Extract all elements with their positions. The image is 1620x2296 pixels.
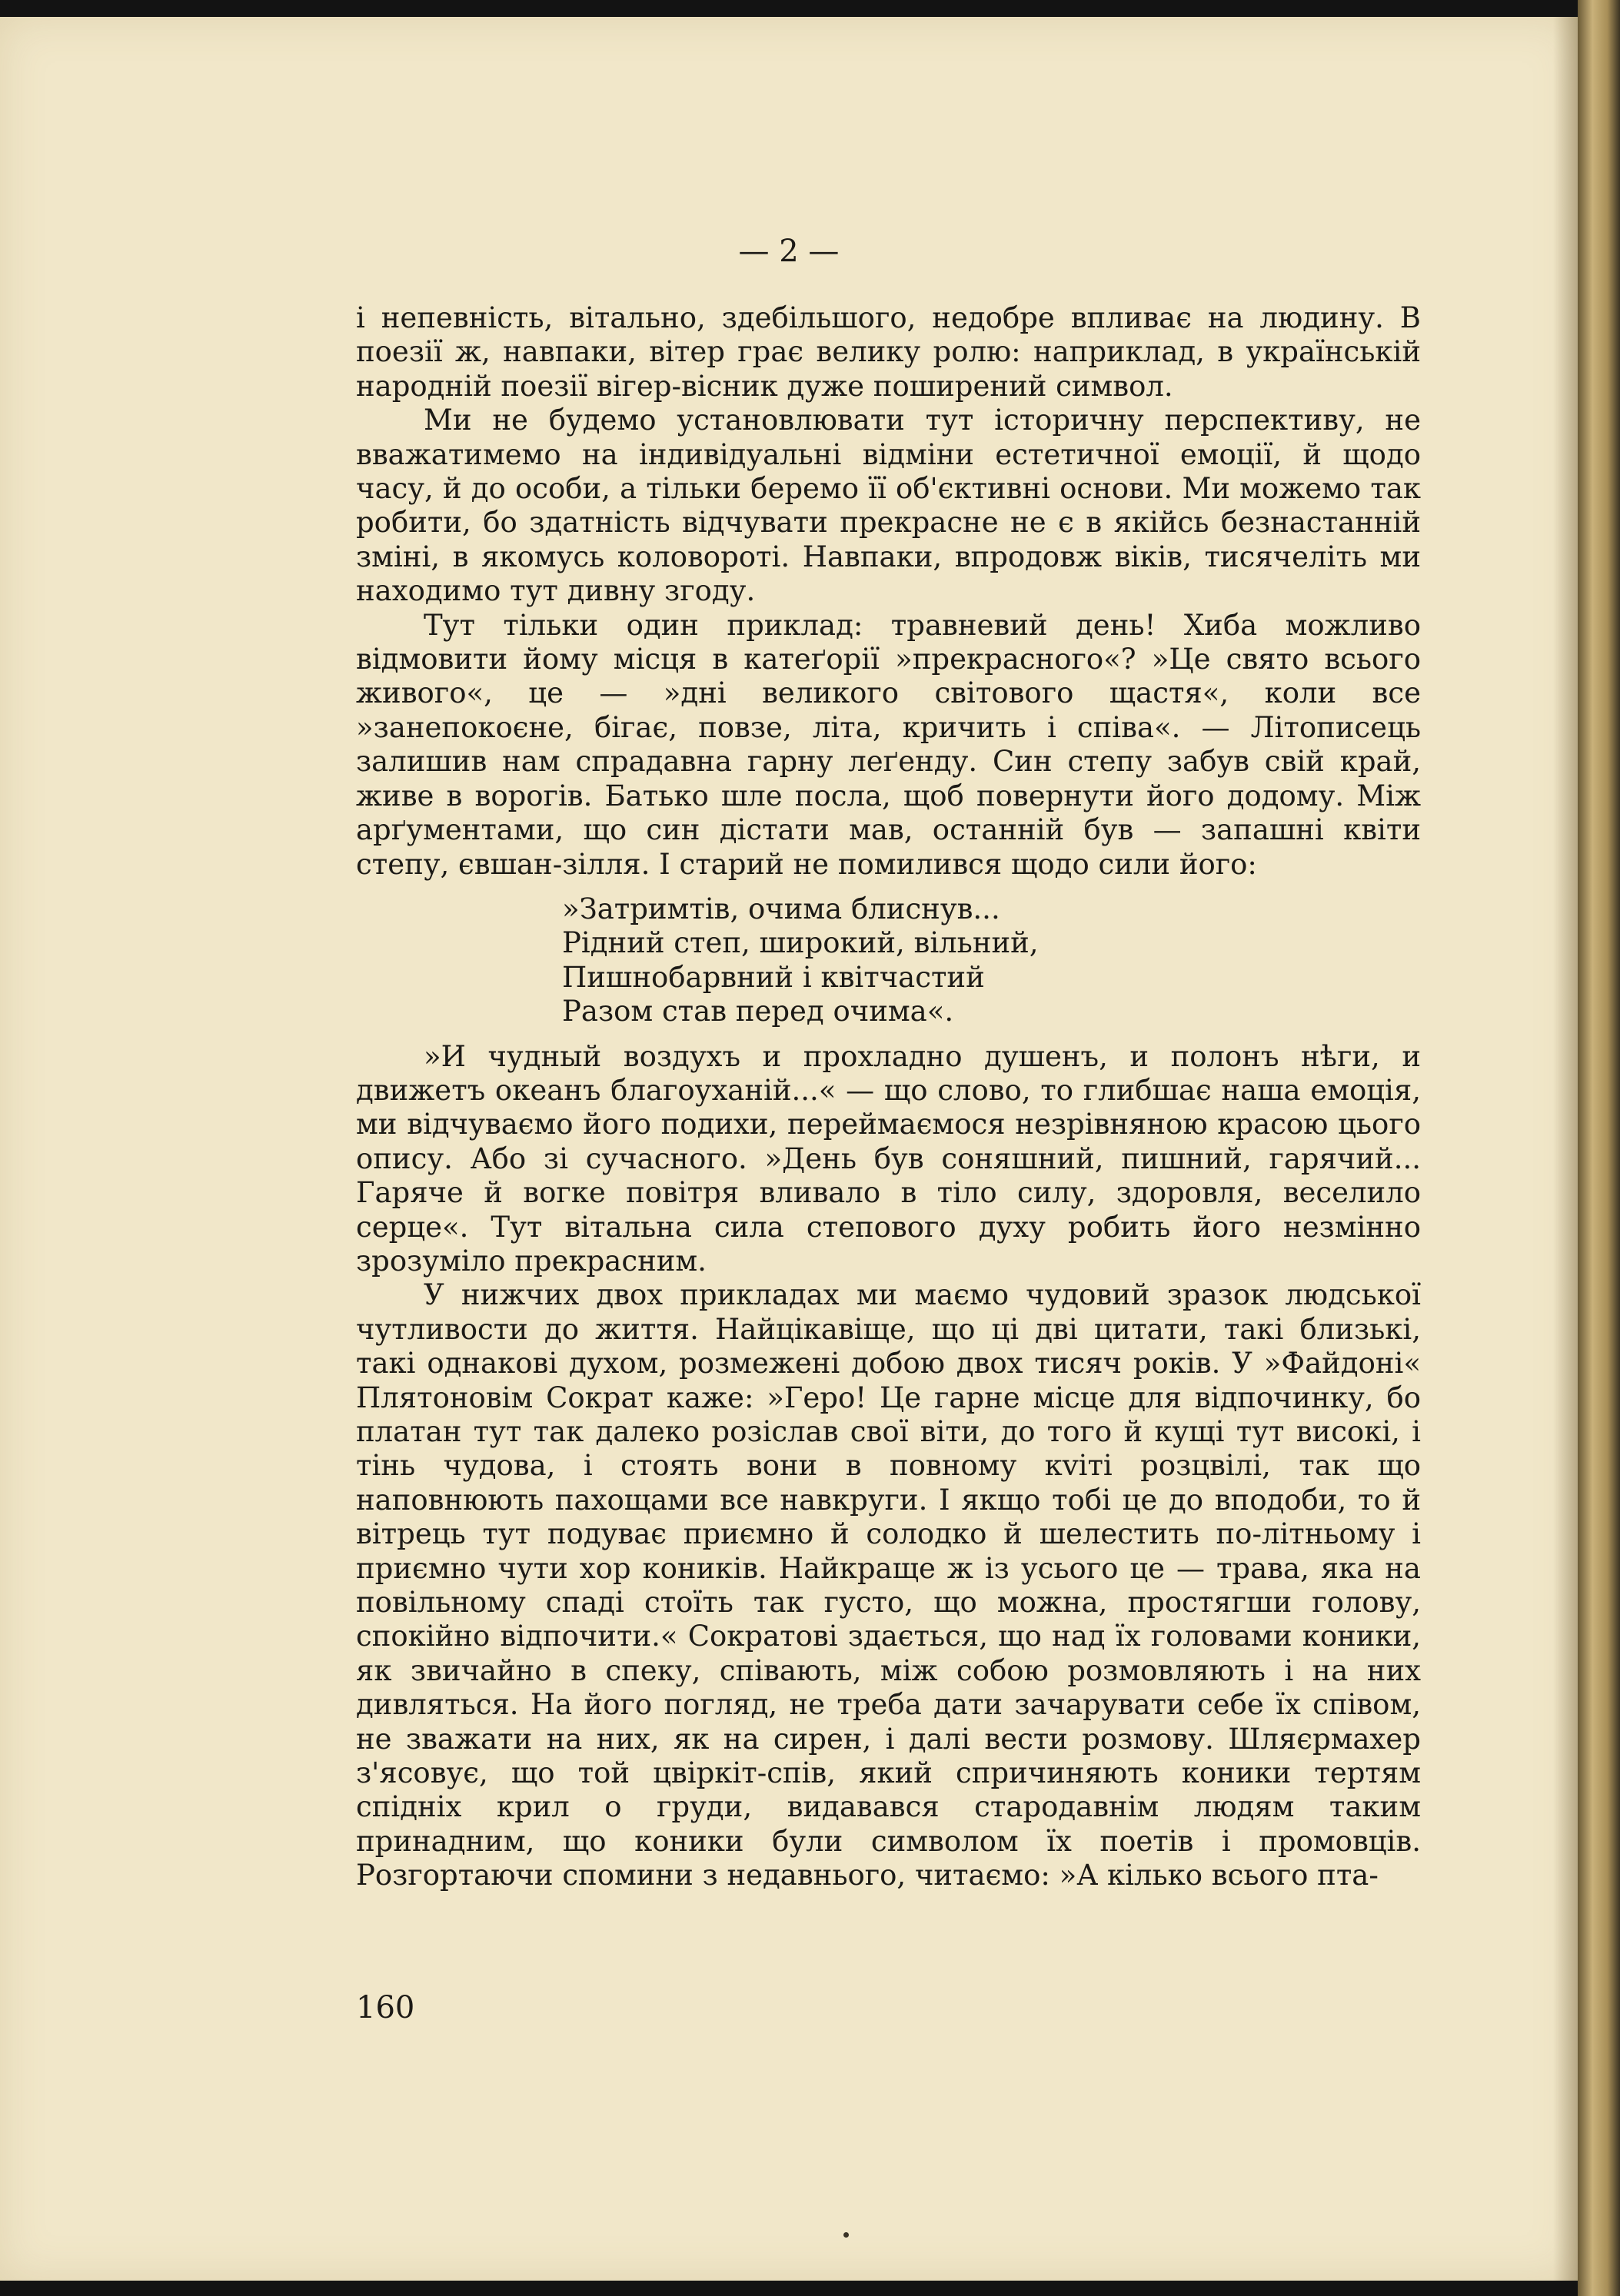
page-header-number: — 2 — bbox=[738, 234, 840, 269]
poem-line: Рідний степ, широкий, вільний, bbox=[562, 926, 1039, 960]
poem-quote bbox=[562, 892, 1421, 1029]
poem-line: Пишнобарвний і квітчастий bbox=[562, 960, 985, 994]
poem-line: »Затримтів, очима блиснув... bbox=[562, 892, 1000, 925]
page-footer-number: 160 bbox=[356, 1990, 415, 2025]
poem-line: Разом став перед очима«. bbox=[562, 995, 954, 1028]
paragraph: »И чудный воздухъ и прохладно душенъ, и полонъ нѣги, и движетъ океанъ благоуханій...« — що слово, то глибшає наша емоція, ми відчуваємо його подихи, переймаємося незрівняною красою цього опису. Або зі сучасного. »День був соняшний, пишний, гарячий... Гаряче й вогке повітря вливало в тіло силу, здоровля, веселило серце«. Тут вітальна сила степового духу робить його незмінно зрозуміло прекрасним. bbox=[356, 1039, 1421, 1278]
paragraph: Ми не будемо установлювати тут історичну перспективу, не вважатимемо на індивідуальні відміни естетичної емоції, й щодо часу, й до особи, а тільки беремо її об'єктивні основи. Ми можемо так робити, бо здатність відчувати прекрасне не є в якійсь безнастанній зміні, в якомусь коловороті. Навпаки, впродовж віків, тисячеліть ми находимо тут дивну згоду. bbox=[356, 404, 1421, 608]
paragraph: У нижчих двох прикладах ми маємо чудовий зразок людської чутливости до життя. Найцікавіще, що ці дві цитати, такі близькі, такі однакові духом, розмежені добою двох тисяч років. У »Файдоні« Плятоновім Сократ каже: »Геро! Це гарне місце для відпочинку, бо платан тут так далеко розіслав свої віти, до того й кущі тут високі, і тінь чудова, і стоять вони в повному кviті розцвілі, так що наповнюють пахощами все навкруги. І якщо тобі це до вподоби, то й вітрець тут подуває приємно й солодко й шелестить по-літньому і приємно чути хор коників. Найкраще ж із усього це — трава, яка на повільному спаді стоїть так густо, що можна, простягши голову, спокійно відпочити.« Сократові здається, що над їх головами коники, як звичайно в спеку, співають, між собою розмовляють і на них дивляться. На його погляд, не треба дати зачарувати себе їх співом, не зважати на них, як на сирен, і далі вести розмову. Шляєрмахер з'ясовує, що той цвіркіт-спів, який спричиняють коники тертям спідніх крил о груди, видавався стародавнім людям таким принадним, що коники були символом їх поетів і промовців. Розгортаючи спомини з недавнього, читаємо: »А кілько всього пта- bbox=[356, 1278, 1421, 1892]
paragraph: і непевність, вітально, здебільшого, недобре впливає на людину. В поезії ж, навпаки, вітер грає велику ролю: наприклад, в українській народній поезії вігер-вісник дуже поширений символ. bbox=[356, 301, 1421, 403]
body-text bbox=[356, 301, 1421, 1893]
print-mark bbox=[843, 2232, 849, 2238]
book-page bbox=[0, 17, 1578, 2281]
paragraph: Тут тільки один приклад: травневий день! Хиба можливо відмовити йому місця в катеґорії »прекрасного«? »Це свято всього живого«, це — »дні великого світового щастя«, коли все »занепокоєне, бігає, повзе, літа, кричить і співа«. — Літописець залишив нам спрадавна гарну леґенду. Син степу забув свій край, живе в ворогів. Батько шле посла, щоб повернути його додому. Між арґументами, що син дістати мав, останній був — запашні квіти степу, євшан-зілля. І старий не помилився щодо сили його: bbox=[356, 608, 1421, 881]
book-binding-edge bbox=[1578, 0, 1620, 2296]
page-edge-shadow bbox=[1553, 17, 1578, 2281]
